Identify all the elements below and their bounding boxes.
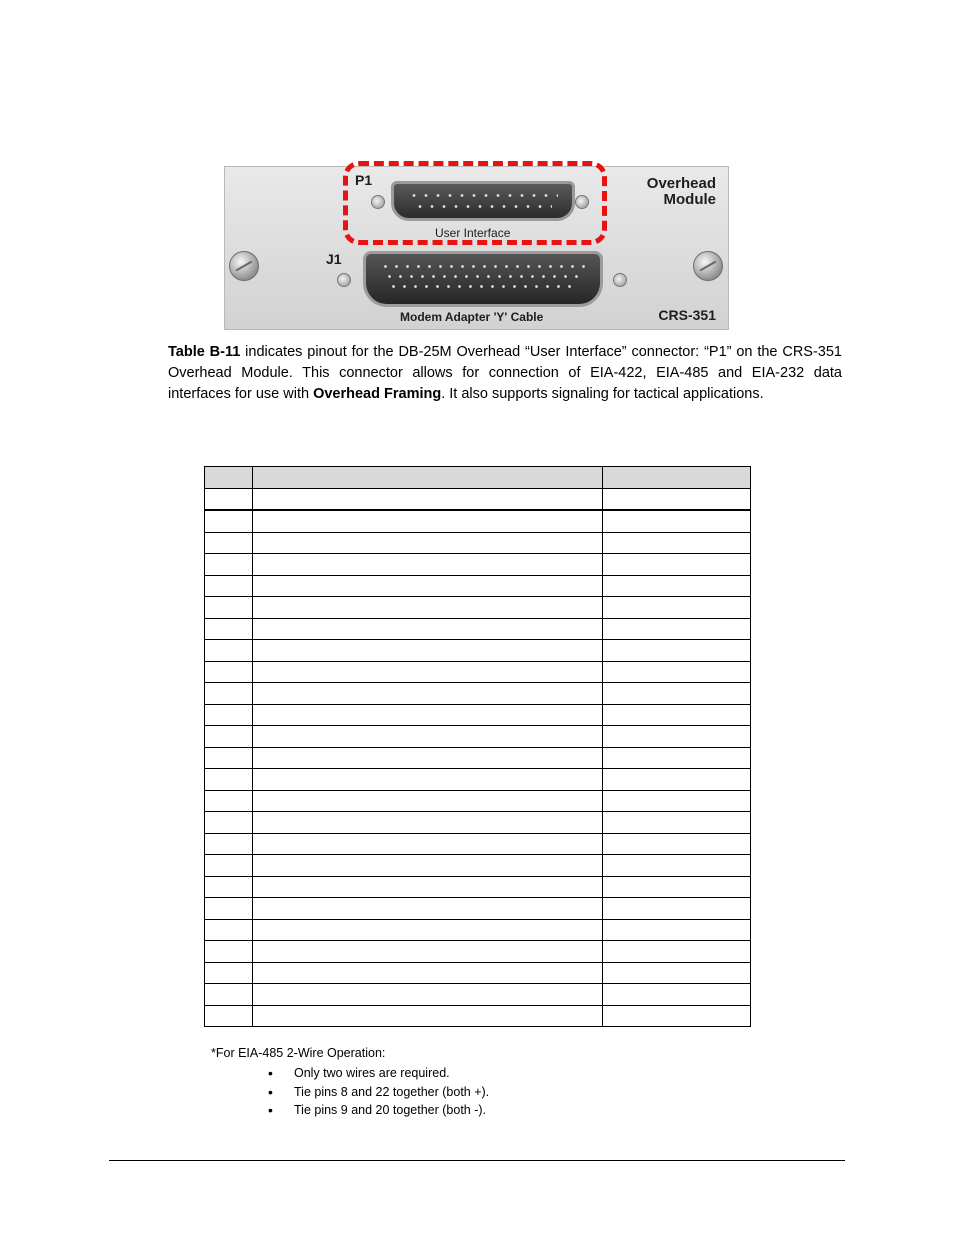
cell-direction <box>603 597 751 619</box>
table-row <box>205 898 751 920</box>
table-reference: Table B-11 <box>168 344 241 360</box>
cell-direction <box>603 554 751 576</box>
cell-pin <box>205 790 253 812</box>
cell-pin <box>205 704 253 726</box>
header-description <box>253 467 603 489</box>
cell-description <box>253 984 603 1006</box>
overhead-module-photo <box>224 166 729 330</box>
table-row <box>205 640 751 662</box>
cell-description <box>253 661 603 683</box>
thumbscrew-icon <box>229 251 259 281</box>
cell-direction <box>603 683 751 705</box>
cell-description <box>253 769 603 791</box>
cell-description <box>253 704 603 726</box>
cell-pin <box>205 640 253 662</box>
table-row <box>205 855 751 877</box>
cell-direction <box>603 941 751 963</box>
cell-pin <box>205 618 253 640</box>
cell-description <box>253 919 603 941</box>
cell-pin <box>205 1005 253 1027</box>
modem-cable-label: Modem Adapter 'Y' Cable <box>400 310 544 324</box>
table-row <box>205 984 751 1006</box>
table-header-row <box>205 467 751 489</box>
cell-pin <box>205 726 253 748</box>
j1-label: J1 <box>326 251 342 267</box>
cell-description <box>253 790 603 812</box>
table-row <box>205 683 751 705</box>
intro-paragraph <box>168 342 842 405</box>
table-row <box>205 488 751 510</box>
header-direction <box>603 467 751 489</box>
overhead-framing-emphasis: Overhead Framing <box>313 386 442 402</box>
pinout-table <box>204 466 751 1027</box>
cell-description <box>253 747 603 769</box>
cell-pin <box>205 510 253 532</box>
footer-divider <box>109 1160 845 1161</box>
p1-label: P1 <box>355 172 373 188</box>
cell-pin <box>205 855 253 877</box>
cell-pin <box>205 941 253 963</box>
cell-description <box>253 618 603 640</box>
screw-icon <box>337 273 351 287</box>
db37-connector-icon <box>363 251 603 307</box>
list-item: • Tie pins 9 and 20 together (both -). <box>258 1101 489 1120</box>
user-interface-label: User Interface <box>435 226 511 240</box>
cell-direction <box>603 984 751 1006</box>
table-row <box>205 962 751 984</box>
cell-description <box>253 726 603 748</box>
cell-description <box>253 575 603 597</box>
table-row <box>205 532 751 554</box>
cell-description <box>253 876 603 898</box>
table-row <box>205 554 751 576</box>
table-row <box>205 790 751 812</box>
cell-direction <box>603 575 751 597</box>
cell-pin <box>205 984 253 1006</box>
table-row <box>205 597 751 619</box>
cell-direction <box>603 640 751 662</box>
header-pin <box>205 467 253 489</box>
cell-direction <box>603 510 751 532</box>
table-row <box>205 1005 751 1027</box>
cell-description <box>253 833 603 855</box>
cell-description <box>253 941 603 963</box>
cell-description <box>253 898 603 920</box>
cell-direction <box>603 747 751 769</box>
table-row <box>205 618 751 640</box>
cell-description <box>253 855 603 877</box>
cell-description <box>253 597 603 619</box>
table-row <box>205 919 751 941</box>
cell-description <box>253 812 603 834</box>
cell-pin <box>205 812 253 834</box>
cell-pin <box>205 575 253 597</box>
table-row <box>205 575 751 597</box>
table-row <box>205 876 751 898</box>
overhead-title-line2: Module <box>663 191 716 208</box>
table-row <box>205 833 751 855</box>
table-row <box>205 661 751 683</box>
cell-direction <box>603 618 751 640</box>
table-row <box>205 941 751 963</box>
cell-description <box>253 532 603 554</box>
cell-direction <box>603 876 751 898</box>
cell-direction <box>603 532 751 554</box>
cell-direction <box>603 488 751 510</box>
table-row <box>205 510 751 532</box>
cell-description <box>253 554 603 576</box>
cell-pin <box>205 488 253 510</box>
cell-pin <box>205 962 253 984</box>
note-list <box>258 1064 489 1120</box>
cell-pin <box>205 661 253 683</box>
cell-description <box>253 510 603 532</box>
cell-pin <box>205 532 253 554</box>
cell-description <box>253 683 603 705</box>
overhead-title-line1: Overhead <box>646 175 716 192</box>
cell-pin <box>205 833 253 855</box>
cell-direction <box>603 726 751 748</box>
list-item: • Tie pins 8 and 22 together (both +). <box>258 1083 489 1102</box>
cell-direction <box>603 812 751 834</box>
list-item: • Only two wires are required. <box>258 1064 489 1083</box>
cell-pin <box>205 747 253 769</box>
table-row <box>205 704 751 726</box>
cell-direction <box>603 855 751 877</box>
cell-description <box>253 640 603 662</box>
table-row <box>205 812 751 834</box>
cell-direction <box>603 790 751 812</box>
screw-icon <box>613 273 627 287</box>
table-row <box>205 747 751 769</box>
table-row <box>205 769 751 791</box>
cell-direction <box>603 661 751 683</box>
cell-description <box>253 962 603 984</box>
cell-pin <box>205 769 253 791</box>
cell-direction <box>603 769 751 791</box>
table-row <box>205 726 751 748</box>
cell-pin <box>205 898 253 920</box>
paragraph-text: indicates pinout for the DB-25M Overhead “User Interface” connector: “P1” on the CRS-351 Overhead Module. This connector allows for connection of EIA-422, EIA-485 and EIA-232 data interfaces for use with <box>168 344 842 402</box>
cell-direction <box>603 898 751 920</box>
cell-pin <box>205 919 253 941</box>
cell-description <box>253 1005 603 1027</box>
cell-pin <box>205 683 253 705</box>
paragraph-text-end: . It also supports signaling for tactical applications. <box>441 386 764 402</box>
cell-direction <box>603 962 751 984</box>
cell-pin <box>205 876 253 898</box>
model-label: CRS-351 <box>658 307 716 323</box>
cell-direction <box>603 833 751 855</box>
cell-pin <box>205 597 253 619</box>
cell-direction <box>603 919 751 941</box>
thumbscrew-icon <box>693 251 723 281</box>
highlight-outline <box>343 161 607 245</box>
cell-direction <box>603 704 751 726</box>
cell-description <box>253 488 603 510</box>
cell-pin <box>205 554 253 576</box>
cell-direction <box>603 1005 751 1027</box>
note-title: *For EIA-485 2-Wire Operation: <box>211 1046 386 1060</box>
